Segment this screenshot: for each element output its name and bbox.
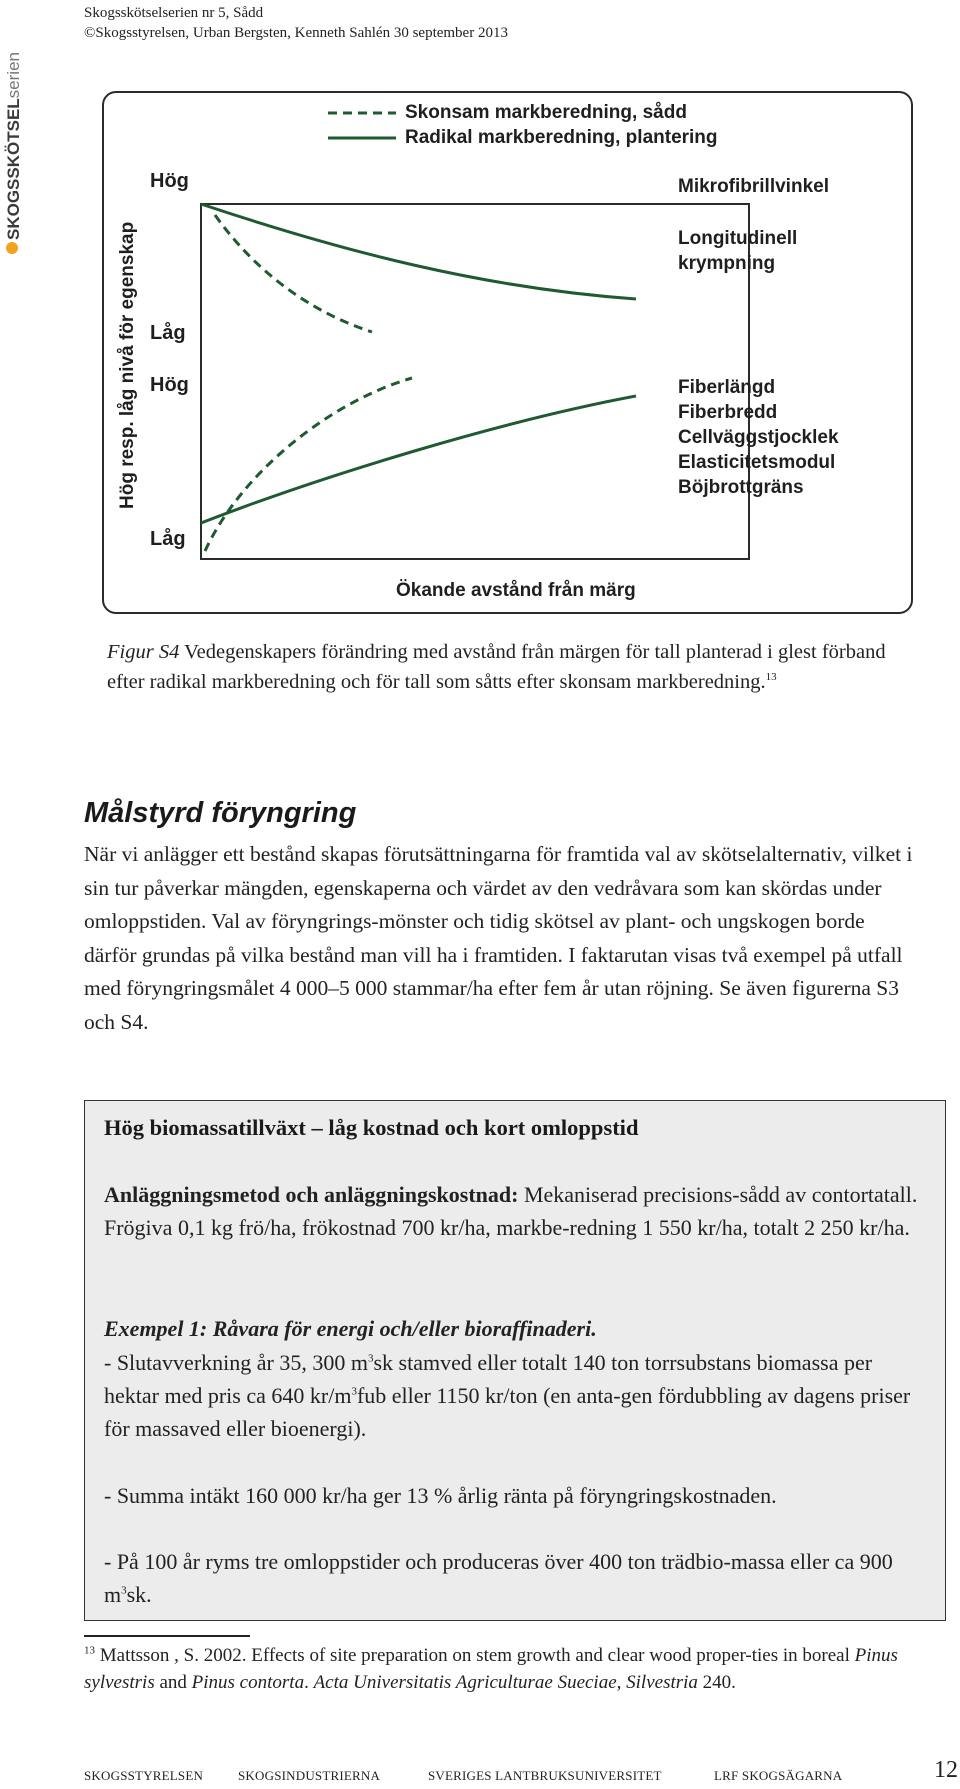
dashed-curve-bottom (205, 378, 412, 551)
skogsskotsel-logo (0, 34, 26, 254)
solid-curve-bottom (201, 396, 636, 523)
factbox-title: Hög biomassatillväxt – låg kostnad och kort omloppstid (104, 1115, 639, 1140)
property-krympning: krympning (678, 253, 776, 274)
figure-s4-chart (102, 91, 913, 614)
factbox-bullet-2: - Summa intäkt 160 000 kr/ha ger 13 % årlig ränta på föryngringskostnaden. (104, 1483, 777, 1508)
page-number: 12 (934, 1757, 958, 1783)
property-elasticitetsmodul: Elasticitetsmodul (678, 452, 836, 473)
footnote: $^{13}$ Mattsson , S. 2002. Effects of site preparation on stem growth and clear wood proper-ties in boreal Pinus sylvestris and Pinus contorta. Acta Universitatis Agriculturae Sueciae, Silvestria 240. (84, 1644, 898, 1693)
legend-solid-label: Radikal markberedning, plantering (405, 127, 718, 148)
figure-ref: Figur S4 (107, 641, 180, 663)
logo-text-bold: SKOGSSKÖTSEL (4, 98, 23, 240)
legend-dashed-label: Skonsam markberedning, sådd (405, 102, 687, 123)
property-bojbrottgrans: Böjbrottgräns (678, 477, 804, 498)
factbox-method (104, 1178, 924, 1244)
top-high-label: Hög (150, 170, 189, 192)
plot-area (201, 204, 749, 559)
svg-text:SKOGSSKÖTSELserien (4, 52, 23, 240)
caption-text: Vedegenskapers förändring med avstånd från märgen för tall planterad i glest förband efter radikal markberedning och för tall som såtts efter skonsam markberedning. (107, 641, 886, 693)
leaf-icon (6, 242, 18, 254)
footnote-number: 13 (84, 1644, 95, 1657)
method-label: Anläggningsmetod och anläggningskostnad: (104, 1182, 519, 1207)
copyright-line: ©Skogsstyrelsen, Urban Bergsten, Kenneth Sahlén 30 september 2013 (84, 25, 508, 41)
figure-caption (107, 637, 897, 697)
property-cellvaggstjocklek: Cellväggstjocklek (678, 427, 839, 448)
footnote-rule (84, 1635, 250, 1637)
bottom-low-label: Låg (150, 528, 186, 550)
property-longitudinell: Longitudinell (678, 228, 798, 249)
property-mikrofibrillvinkel: Mikrofibrillvinkel (678, 176, 829, 197)
factbox-bullet-1: - Slutavverkning år 35, 300 $m^3sk$ stamved eller totalt 140 ton torrsubstans biomassa per hektar med pris ca 640 $kr/m^3fub$ eller 1150 kr/ton (en anta-gen fördubbling av dagens priser för massaved eller bioenergi). (104, 1350, 911, 1441)
footer-item-slu: SVERIGES LANTBRUKSUNIVERSITET (428, 1768, 662, 1783)
y-axis-label: Hög resp. låg nivå för egenskap (117, 221, 138, 509)
example-heading: Exempel 1: Råvara för energi och/eller bioraffinaderi. (104, 1316, 597, 1341)
section-paragraph: När vi anlägger ett bestånd skapas förutsättningarna för framtida val av skötselalternativ, vilket i sin tur påverkar mängden, egenskaperna och värdet av den vedråvara som kan skördas under omloppstiden. Val av föryngrings-mönster och tidig skötsel av plant- och ungskogen borde därför grundas på vilka bestånd man vill ha i framtiden. I faktarutan visas två exempel på utfall med föryngringsmålet 4 000–5 000 stammar/ha efter fem år utan röjning. Se även figurerna S3 och S4. (84, 842, 913, 1034)
logo-text-light: serien (4, 52, 23, 99)
footer-item-skogsstyrelsen: SKOGSSTYRELSEN (84, 1768, 204, 1783)
footer-item-skogsindustrierna: SKOGSINDUSTRIERNA (238, 1768, 381, 1783)
property-fiberbredd: Fiberbredd (678, 402, 778, 423)
method-text: Mekaniserad precisions-sådd av contortatall. Frögiva 0,1 kg frö/ha, frökostnad 700 kr/ha, markbe-redning 1 550 kr/ha, totalt 2 250 kr/ha. (104, 1182, 918, 1240)
solid-curve-top (201, 204, 636, 299)
top-low-label: Låg (150, 322, 186, 344)
caption-footnote-mark: 13 (765, 671, 777, 684)
series-title: Skogsskötselserien nr 5, Sådd (84, 5, 264, 21)
factbox-bullet-3: - På 100 år ryms tre omloppstider och produceras över 400 ton trädbio-massa eller ca 900 $m^3sk$. (104, 1549, 893, 1607)
bottom-high-label: Hög (150, 374, 189, 396)
footer-item-lrf: LRF SKOGSÄGARNA (714, 1768, 843, 1783)
property-fiberlangd: Fiberlängd (678, 377, 776, 398)
x-axis-label: Ökande avstånd från märg (396, 580, 636, 601)
section-heading: Målstyrd föryngring (84, 797, 357, 829)
